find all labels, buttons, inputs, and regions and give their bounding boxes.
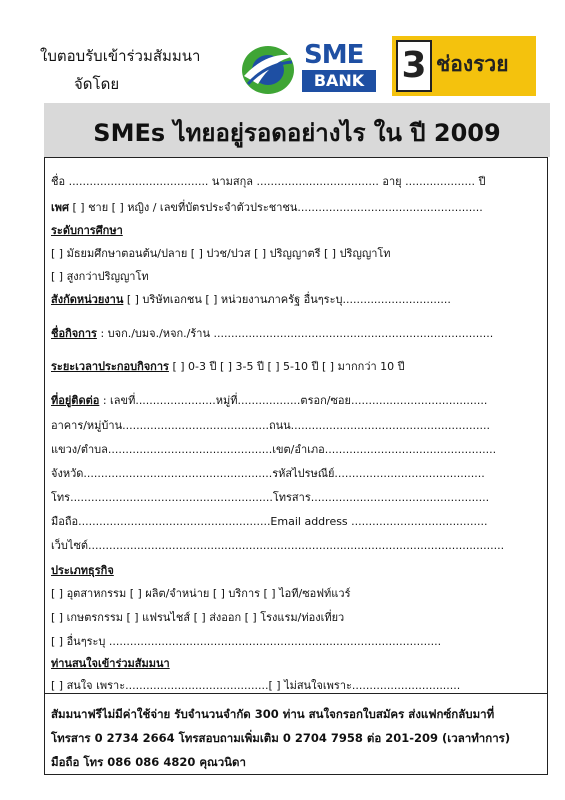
address-field-3[interactable]: แขวง/ตำบล...............................................เขต/อำเภอ................................................. — [51, 443, 497, 456]
channel-number: 3 — [396, 40, 432, 92]
footer-line-3: มือถือ โทร 086 086 4820 คุณวนิดา — [51, 755, 246, 769]
page-title: SMEs ไทยอยู่รอดอย่างไร ใน ปี 2009 — [93, 119, 501, 147]
header-line-2: จัดโดย — [74, 75, 120, 93]
registration-form — [44, 157, 548, 775]
address-field-6[interactable]: มือถือ.......................................................Email address ....................................... — [51, 515, 488, 528]
period-label: ระยะเวลาประกอบกิจการ — [51, 360, 169, 373]
organization-options[interactable]: [ ] บริษัทเอกชน [ ] หน่วยงานภาครัฐ อื่นๆระบุ............................... — [126, 293, 451, 306]
sex-row — [51, 198, 483, 216]
business-name-field[interactable]: : บจก./บมจ./หจก./ร้าน ................................................................................ — [100, 327, 494, 340]
interest-label: ท่านสนใจเข้าร่วมสัมมนา — [51, 657, 170, 670]
address-field-1[interactable]: : เลขที่.......................หมู่ที่..................ตรอก/ซอย....................................... — [102, 394, 488, 407]
channel-name: ช่องรวย — [436, 52, 509, 76]
title-bar — [44, 103, 550, 157]
sme-logo-text: SME — [304, 40, 364, 70]
period-row — [51, 357, 405, 375]
header-text — [40, 42, 200, 98]
business-name-label: ชื่อกิจการ — [51, 327, 97, 340]
education-options-row-1[interactable]: [ ] มัธยมศึกษาตอนต้น/ปลาย [ ] ปวช/ปวส [ ] ปริญญาตรี [ ] ปริญญาโท — [51, 247, 391, 260]
business-type-row-3[interactable]: [ ] อื่นๆระบุ ............................................................................................... — [51, 635, 442, 648]
address-field-5[interactable]: โทร..........................................................โทรสาร................................................... — [51, 491, 490, 504]
address-row-1 — [51, 391, 487, 409]
footer-divider — [45, 693, 547, 694]
channel-logo — [392, 36, 536, 96]
organization-row — [51, 290, 451, 308]
interest-options[interactable]: [ ] สนใจ เพราะ.........................................[ ] ไม่สนใจเพราะ............................... — [51, 679, 461, 692]
business-name-row — [51, 324, 493, 342]
organization-label: สังกัดหน่วยงาน — [51, 293, 124, 306]
website-field[interactable]: เว็บไซต์....................................................................................................................... — [51, 539, 505, 552]
address-field-2[interactable]: อาคาร/หมู่บ้าน..........................................ถนน......................................................... — [51, 419, 490, 432]
education-options-row-2[interactable]: [ ] สูงกว่าปริญญาโท — [51, 270, 149, 283]
address-field-4[interactable]: จังหวัด......................................................รหัสไปรษณีย์........................................... — [51, 467, 485, 480]
footer-line-2: โทรสาร 0 2734 2664 โทรสอบถามเพิ่มเติม 0 2704 7958 ต่อ 201-209 (เวลาทำการ) — [51, 731, 511, 745]
period-options[interactable]: [ ] 0-3 ปี [ ] 3-5 ปี [ ] 5-10 ปี [ ] มากกว่า 10 ปี — [172, 360, 405, 373]
footer-line-1: สัมมนาฟรีไม่มีค่าใช้จ่าย รับจำนวนจำกัด 300 ท่าน สนใจกรอกใบสมัคร ส่งแฟกซ์กลับมาที่ — [51, 707, 495, 721]
sme-bank-logo — [236, 34, 381, 98]
header-line-1: ใบตอบรับเข้าร่วมสัมมนา — [40, 47, 201, 65]
sex-label: เพศ — [51, 201, 69, 214]
bank-logo-text: BANK — [302, 70, 376, 92]
sme-globe-icon — [238, 40, 298, 96]
education-label: ระดับการศึกษา — [51, 224, 123, 237]
business-type-row-2[interactable]: [ ] เกษตรกรรม [ ] แฟรนไชส์ [ ] ส่งออก [ ] โรงแรม/ท่องเที่ยว — [51, 611, 345, 624]
business-type-row-1[interactable]: [ ] อุตสาหกรรม [ ] ผลิต/จำหน่าย [ ] บริการ [ ] ไอที/ซอฟท์แวร์ — [51, 587, 351, 600]
address-label: ที่อยู่ติดต่อ — [51, 394, 100, 407]
name-field[interactable]: ชื่อ ........................................ นามสกุล ................................... อายุ .................... ปี — [51, 175, 486, 188]
business-type-label: ประเภทธุรกิจ — [51, 564, 114, 577]
sex-options[interactable]: [ ] ชาย [ ] หญิง / เลขที่บัตรประจำตัวประชาชน..................................................... — [72, 201, 483, 214]
